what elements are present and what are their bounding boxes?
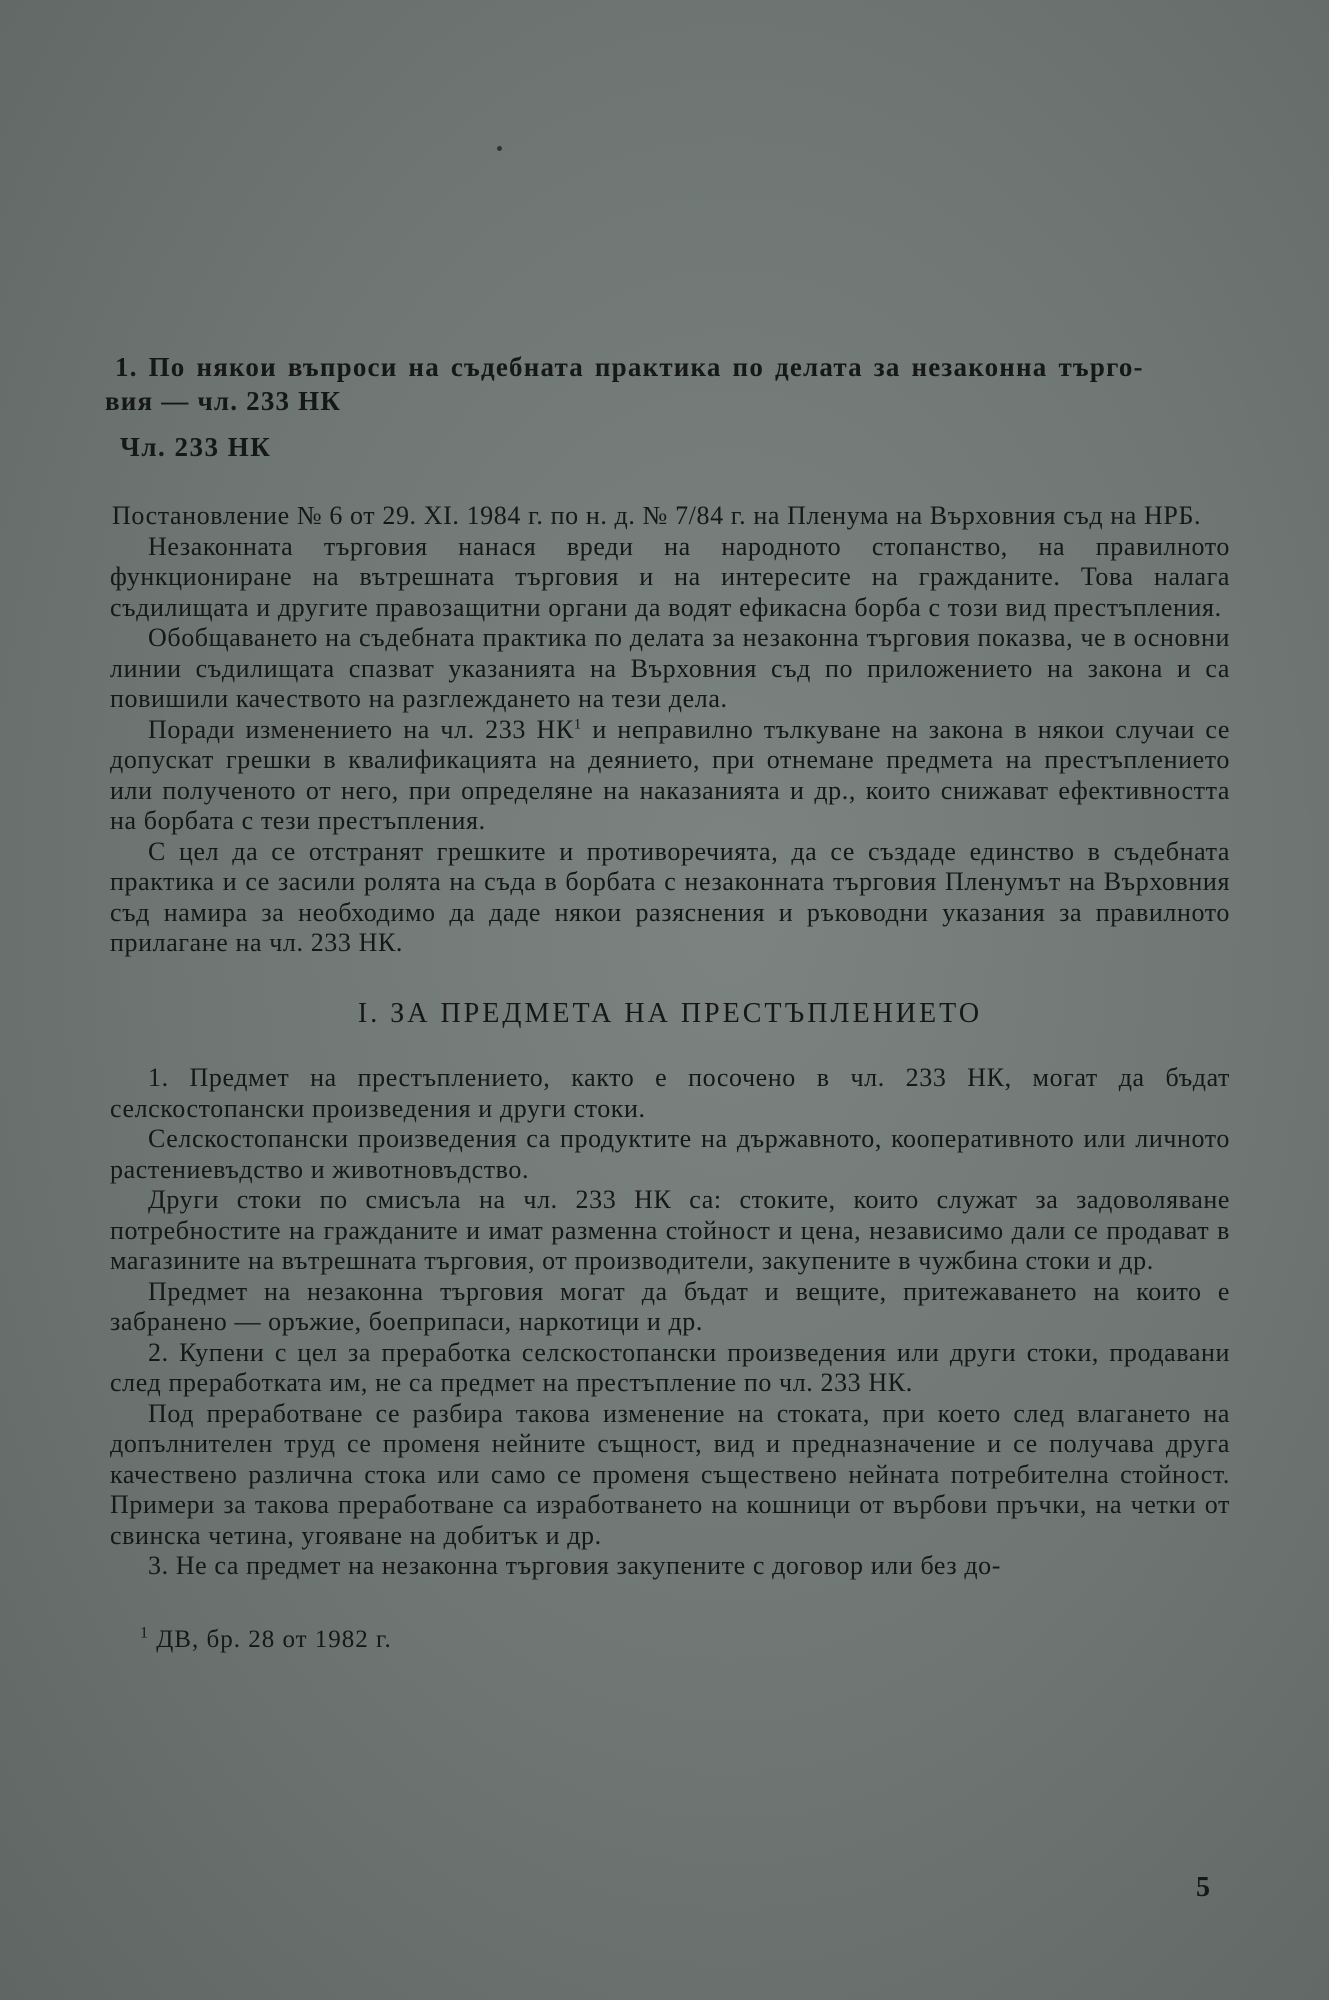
article-reference: Чл. 233 НК (120, 432, 272, 462)
section-paragraph-2: Селскостопански произведения са продуктите на държавното, кооперативното или личното растениевъдство и животновъдство. (110, 1124, 1230, 1184)
page-number: 5 (1196, 1872, 1210, 1903)
footnote-text: ДВ, бр. 28 от 1982 г. (149, 1625, 392, 1653)
paragraph-amendment-start: Поради изменението на чл. 233 НК (148, 714, 574, 744)
footnote-number: 1 (140, 1624, 149, 1642)
document-page (105, 350, 1230, 1654)
body-text (110, 501, 1230, 1582)
paragraph-amendment-rest: и неправилно тълкуване на закона в някои случаи се допускат грешки в квалификацията на деянието, при отнемане предмета на престъплението или полученото от него, при определяне на наказанията и др., които снижават ефективността на борбата с тези престъпления. (110, 714, 1230, 835)
heading-line-2: вия — чл. 233 НК (105, 386, 342, 416)
section-paragraph-3: Други стоки по смисъла на чл. 233 НК са: стоките, които служат за задоволяване потребностите на гражданите и имат разменна стойност и цена, независимо дали се продават в магазините на вътрешната търговия, от производители, закупените в чужбина стоки и др. (110, 1185, 1230, 1275)
paper-speck (497, 146, 502, 151)
section-paragraph-4: Предмет на незаконна търговия могат да бъдат и вещите, притежаването на които е забранено — оръжие, боеприпаси, наркотици и др. (110, 1276, 1230, 1336)
section-paragraph-1: 1. Предмет на престъплението, както е посочено в чл. 233 НК, могат да бъдат селскостопански произведения и други стоки. (110, 1063, 1230, 1123)
section-paragraph-5: 2. Купени с цел за преработка селскостопански произведения или други стоки, продавани след преработката им, не са предмет на престъпление по чл. 233 НК. (110, 1337, 1230, 1397)
decree-reference: Постановление № 6 от 29. XI. 1984 г. по н. д. № 7/84 г. на Пленума на Върховния съд на НРБ. (112, 501, 1202, 530)
footnote (140, 1626, 1230, 1654)
paragraph-purpose: С цел да се отстранят грешките и противоречията, да се създаде единство в съдебната практика и се засили ролята на съда в борбата с незаконната търговия Пленумът на Върховния съд намира за необходимо да даде някои разяснения и ръководни указания за правилното прилагане на чл. 233 НК. (110, 836, 1230, 957)
heading-line-1: 1. По някои въпроси на съдебната практика по делата за незаконна търго- (115, 352, 1144, 382)
section-title: I. ЗА ПРЕДМЕТА НА ПРЕСТЪПЛЕНИЕТО (357, 997, 983, 1029)
paragraph-intro: Незаконната търговия нанася вреди на народното стопанство, на правилното функциониране на вътрешната търговия и на интересите на гражданите. Това налага съдилищата и другите правозащитни органи да водят ефикасна борба с този вид престъпления. (110, 531, 1230, 622)
paragraph-generalization: Обобщаването на съдебната практика по делата за незаконна търговия показва, че в основни линии съдилищата спазват указанията на Върховния съд по приложението на закона и са повишили качеството на разглеждането на тези дела. (110, 623, 1230, 713)
section-paragraph-7: 3. Не са предмет на незаконна търговия закупените с договор или без до- (148, 1551, 1002, 1580)
paragraph-amendment (110, 715, 1230, 837)
section-paragraph-6: Под преработване се разбира такова изменение на стоката, при което след влагането на допълнителен труд се променя нейните същност, вид и предназначение и се получава друга качествено различна стока или само се променя съществено нейната потребителна стойност. Примери за такова преработване са изработването на кошници от върбови пръчки, на четки от свинска четина, угояване на добитък и др. (110, 1398, 1230, 1550)
footnote-marker: 1 (573, 715, 582, 732)
